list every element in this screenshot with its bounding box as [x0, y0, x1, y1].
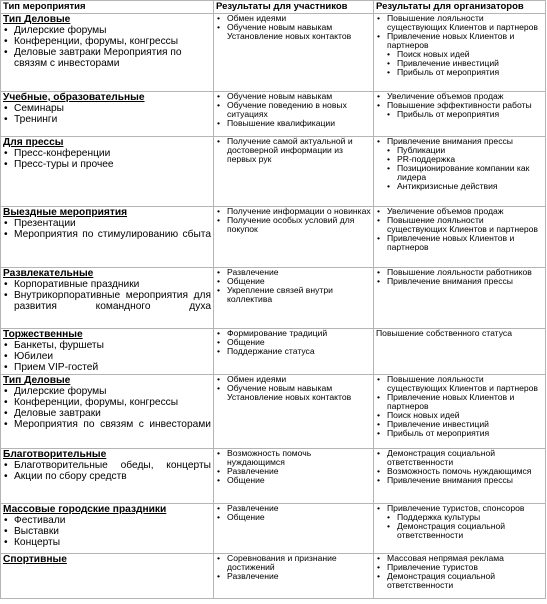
event-type-item: • Банкеты, фуршеты: [3, 340, 211, 351]
event-category-name: Деловые: [24, 375, 71, 386]
participant-result-item: • Получение особых условий для покупок: [216, 216, 371, 234]
header-participant-results: Результаты для участников: [214, 1, 374, 14]
event-type-cell: [1, 268, 214, 329]
event-category-title: [3, 449, 211, 460]
event-type-item: • Благотворительные обеды, концерты: [3, 460, 211, 471]
table-row: [1, 504, 546, 554]
event-type-item: • Дилерские форумы: [3, 386, 211, 397]
event-category-title: [3, 14, 211, 25]
event-category-name: Для прессы: [3, 137, 64, 148]
event-category-name: Развлекательные: [3, 268, 94, 279]
event-type-cell: [1, 375, 214, 449]
participant-result-item: • Развлечение: [216, 504, 371, 513]
event-type-item: • Корпоративные праздники: [3, 279, 211, 290]
organizer-results-cell: [374, 268, 546, 329]
event-category-name: Массовые городские праздники: [3, 504, 167, 515]
organizer-result-item: • Поиск новых идей: [376, 50, 543, 59]
organizer-result-item: • Прибыль от мероприятия: [376, 110, 543, 119]
event-type-cell: [1, 207, 214, 268]
organizer-result-item: • Демонстрация социальной ответственности: [376, 449, 543, 467]
participant-result-item: • Развлечение: [216, 572, 371, 581]
organizer-result-item: • Антикризисные действия: [376, 182, 543, 191]
table-row: [1, 14, 546, 92]
event-category-prefix: Тип: [3, 375, 25, 386]
organizer-result-item: • Повышение лояльности существующих Клиентов и партнеров: [376, 375, 543, 393]
event-type-cell: [1, 504, 214, 554]
event-category-name: Учебные, образовательные: [3, 92, 145, 103]
organizer-result-item: • Демонстрация социальной ответственности: [376, 522, 543, 540]
table-row: [1, 137, 546, 207]
organizer-result-item: • Поддержка культуры: [376, 513, 543, 522]
participant-result-item: • Общение: [216, 476, 371, 485]
organizer-results-cell: [374, 504, 546, 554]
organizer-result-item: • Публикации: [376, 146, 543, 155]
event-type-item: • Пресс-конференции: [3, 148, 211, 159]
organizer-result-item: • Привлечение новых Клиентов и партнеров: [376, 393, 543, 411]
event-type-item: • Выставки: [3, 526, 211, 537]
organizer-result-item: • Привлечение новых Клиентов и партнеров: [376, 234, 543, 252]
participant-results-cell: [214, 449, 374, 504]
participant-result-item: • Общение: [216, 338, 371, 347]
organizer-result-item: • Привлечение инвестиций: [376, 59, 543, 68]
organizer-result-item: • Увеличение объемов продаж: [376, 92, 543, 101]
participant-result-item: • Обучение новым навыкам Установление новых контактов: [216, 384, 371, 402]
table-row: [1, 554, 546, 599]
participant-result-item: • Укрепление связей внутри коллектива: [216, 286, 371, 304]
event-type-item: • Деловые завтраки: [3, 408, 211, 419]
event-type-cell: [1, 554, 214, 599]
participant-result-item: • Развлечение: [216, 467, 371, 476]
table-row: [1, 268, 546, 329]
event-category-title: [3, 375, 211, 386]
table-row: [1, 449, 546, 504]
event-type-cell: [1, 14, 214, 92]
event-type-cell: [1, 449, 214, 504]
participant-results-cell: [214, 268, 374, 329]
event-category-name: Благотворительные: [3, 449, 107, 460]
event-type-item: • Пресс-туры и прочее: [3, 159, 211, 170]
event-type-item: • Тренинги: [3, 114, 211, 125]
event-category-name: Торжественные: [3, 329, 83, 340]
header-event-type: Тип мероприятия: [1, 1, 214, 14]
participant-result-item: • Соревнования и признание достижений: [216, 554, 371, 572]
event-type-item: • Деловые завтраки Мероприятия по связям с инвесторами: [3, 47, 211, 69]
participant-results-cell: [214, 14, 374, 92]
organizer-result-item: • Привлечение внимания прессы: [376, 137, 543, 146]
event-type-item: • Дилерские форумы: [3, 25, 211, 36]
event-type-cell: [1, 137, 214, 207]
event-type-item: • Юбилеи: [3, 351, 211, 362]
participant-results-cell: [214, 375, 374, 449]
participant-result-item: • Получение самой актуальной и достоверной информации из первых рук: [216, 137, 371, 164]
event-category-name: Выездные мероприятия: [3, 207, 128, 218]
event-type-item: • Конференции, форумы, конгрессы: [3, 36, 211, 47]
participant-result-item: • Обмен идеями: [216, 14, 371, 23]
participant-results-cell: [214, 137, 374, 207]
participant-result-item: • Общение: [216, 277, 371, 286]
event-type-cell: [1, 329, 214, 375]
organizer-result-item: • PR-поддержка: [376, 155, 543, 164]
event-category-name: Спортивные: [3, 554, 67, 565]
event-type-item: • Концерты: [3, 537, 211, 548]
participant-result-item: • Обучение поведению в новых ситуациях: [216, 101, 371, 119]
table-row: [1, 92, 546, 137]
organizer-result-item: • Привлечение инвестиций: [376, 420, 543, 429]
organizer-results-cell: [374, 375, 546, 449]
event-category-title: [3, 268, 211, 279]
organizer-results-cell: [374, 137, 546, 207]
event-category-title: [3, 92, 211, 103]
event-type-item: • Фестивали: [3, 515, 211, 526]
participant-results-cell: [214, 504, 374, 554]
event-category-title: [3, 329, 211, 340]
organizer-result-item: • Прибыль от мероприятия: [376, 68, 543, 77]
event-category-title: [3, 207, 211, 218]
event-type-cell: [1, 92, 214, 137]
header-row: [1, 1, 546, 14]
participant-result-item: • Обучение новым навыкам Установление новых контактов: [216, 23, 371, 41]
organizer-result-item: • Поиск новых идей: [376, 411, 543, 420]
participant-result-item: • Повышение квалификации: [216, 119, 371, 128]
participant-result-item: • Развлечение: [216, 268, 371, 277]
event-type-item: • Мероприятия по стимулированию сбыта: [3, 229, 211, 240]
table-row: [1, 207, 546, 268]
event-category-title: [3, 137, 211, 148]
participant-results-cell: [214, 207, 374, 268]
organizer-result-text: Повышение собственного статуса: [376, 328, 512, 338]
organizer-result-item: • Повышение эффективности работы: [376, 101, 543, 110]
organizer-result-item: • Привлечение туристов, спонсоров: [376, 504, 543, 513]
participant-result-item: • Возможность помочь нуждающимся: [216, 449, 371, 467]
organizer-result-item: • Повышение лояльности существующих Клиентов и партнеров: [376, 216, 543, 234]
event-type-item: • Презентации: [3, 218, 211, 229]
table-row: [1, 329, 546, 375]
organizer-result-item: • Привлечение новых Клиентов и партнеров: [376, 32, 543, 50]
participant-result-item: • Общение: [216, 513, 371, 522]
organizer-result-item: • Привлечение внимания прессы: [376, 476, 543, 485]
header-organizer-results: Результаты для организаторов: [374, 1, 546, 14]
participant-results-cell: [214, 554, 374, 599]
organizer-results-cell: [374, 207, 546, 268]
organizer-result-item: • Позиционирование компании как лидера: [376, 164, 543, 182]
participant-result-item: • Поддержание статуса: [216, 347, 371, 356]
participant-results-cell: [214, 329, 374, 375]
participant-result-item: • Получение информации о новинках: [216, 207, 371, 216]
organizer-result-item: • Возможность помочь нуждающимся: [376, 467, 543, 476]
event-type-item: • Конференции, форумы, конгрессы: [3, 397, 211, 408]
event-category-prefix: Тип: [3, 14, 25, 25]
organizer-result-item: • Прибыль от мероприятия: [376, 429, 543, 438]
participant-result-item: • Формирование традиций: [216, 329, 371, 338]
organizer-result-item: • Увеличение объемов продаж: [376, 207, 543, 216]
organizer-result-item: • Демонстрация социальной ответственности: [376, 572, 543, 590]
organizer-result-item: • Привлечение внимания прессы: [376, 277, 543, 286]
event-type-item: • Внутрикорпоративные мероприятия для развития командного духа: [3, 290, 211, 312]
event-type-item: • Акции по сбору средств: [3, 471, 211, 482]
organizer-result-item: • Повышение лояльности существующих Клиентов и партнеров: [376, 14, 543, 32]
organizer-result-item: • Повышение лояльности работников: [376, 268, 543, 277]
organizer-results-cell: [374, 14, 546, 92]
event-type-item: • Семинары: [3, 103, 211, 114]
event-category-name: Деловые: [24, 14, 71, 25]
participant-result-item: • Обмен идеями: [216, 375, 371, 384]
organizer-result-item: • Массовая непрямая реклама: [376, 554, 543, 563]
event-category-title: [3, 554, 211, 565]
organizer-results-cell: [374, 92, 546, 137]
event-type-item: • Прием VIP-гостей: [3, 362, 211, 373]
organizer-results-cell: [374, 554, 546, 599]
organizer-result-item: • Привлечение туристов: [376, 563, 543, 572]
table-row: [1, 375, 546, 449]
participant-results-cell: [214, 92, 374, 137]
organizer-results-cell: [374, 329, 546, 375]
organizer-results-cell: [374, 449, 546, 504]
event-type-item: • Мероприятия по связям с инвесторами: [3, 419, 211, 430]
event-category-title: [3, 504, 211, 515]
participant-result-item: • Обучение новым навыкам: [216, 92, 371, 101]
